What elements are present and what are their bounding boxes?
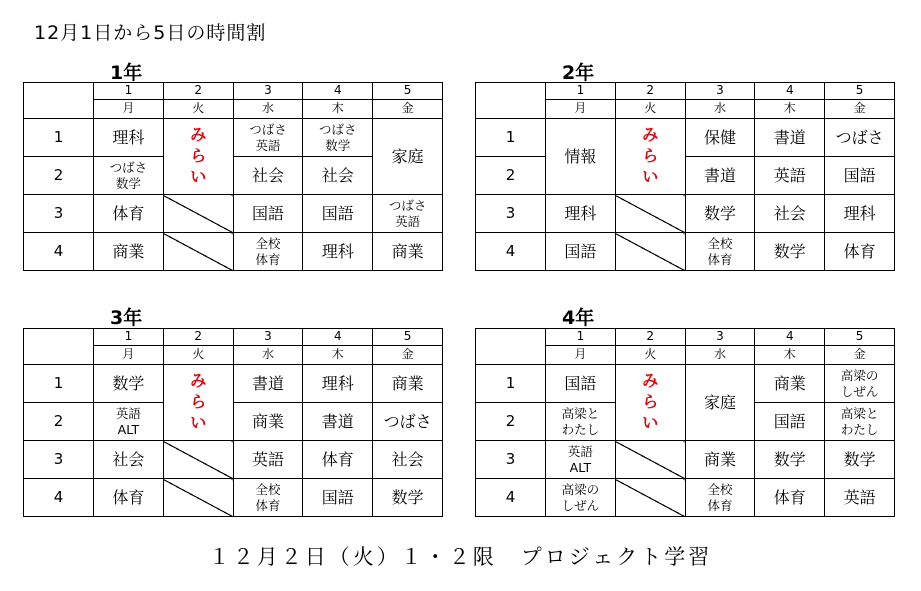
class-cell: 体育 bbox=[755, 479, 825, 517]
class-cell: 商業 bbox=[755, 365, 825, 403]
class-cell: 数学 bbox=[825, 441, 895, 479]
period-number: 2 bbox=[24, 157, 94, 195]
col-number: 5 bbox=[825, 329, 895, 346]
col-number: 2 bbox=[615, 329, 685, 346]
class-cell: 数学 bbox=[373, 479, 443, 517]
mirai-label: みらい bbox=[190, 371, 207, 432]
col-number: 3 bbox=[233, 83, 303, 100]
class-cell: 保健 bbox=[685, 119, 755, 157]
class-cell: 国語 bbox=[546, 233, 616, 271]
footer-note: １２月２日（火）１・２限 プロジェクト学習 bbox=[208, 545, 713, 569]
class-cell: 数学 bbox=[755, 233, 825, 271]
col-day: 火 bbox=[615, 100, 685, 119]
col-day: 月 bbox=[94, 100, 164, 119]
col-number: 5 bbox=[373, 329, 443, 346]
period-number: 4 bbox=[24, 233, 94, 271]
col-day: 月 bbox=[94, 346, 164, 365]
corner-cell bbox=[24, 83, 94, 119]
col-day: 月 bbox=[546, 346, 616, 365]
class-cell: 書道 bbox=[233, 365, 303, 403]
class-cell: 理科 bbox=[303, 365, 373, 403]
timetable-grade-2 bbox=[475, 82, 895, 271]
class-cell: つばさ 数学 bbox=[94, 157, 164, 195]
class-cell: 理科 bbox=[303, 233, 373, 271]
class-cell: 数学 bbox=[94, 365, 164, 403]
col-day: 金 bbox=[825, 346, 895, 365]
class-cell: 家庭 bbox=[373, 119, 443, 195]
class-cell: 社会 bbox=[755, 195, 825, 233]
class-cell: 理科 bbox=[825, 195, 895, 233]
corner-cell bbox=[24, 329, 94, 365]
col-day: 木 bbox=[303, 100, 373, 119]
period-number: 2 bbox=[476, 157, 546, 195]
period-number: 2 bbox=[476, 403, 546, 441]
class-cell: 商業 bbox=[373, 233, 443, 271]
col-day: 金 bbox=[825, 100, 895, 119]
class-cell: 英語 ALT bbox=[546, 441, 616, 479]
class-cell: つばさ 英語 bbox=[373, 195, 443, 233]
col-day: 金 bbox=[373, 346, 443, 365]
col-number: 1 bbox=[546, 83, 616, 100]
class-cell: 国語 bbox=[303, 195, 373, 233]
class-cell: 国語 bbox=[303, 479, 373, 517]
col-number: 5 bbox=[825, 83, 895, 100]
mirai-cell bbox=[163, 365, 233, 441]
class-cell: 国語 bbox=[233, 195, 303, 233]
period-number: 3 bbox=[476, 195, 546, 233]
class-cell: 全校 体育 bbox=[233, 479, 303, 517]
period-number: 1 bbox=[476, 119, 546, 157]
col-number: 3 bbox=[233, 329, 303, 346]
class-cell: 家庭 bbox=[685, 365, 755, 441]
class-cell: 商業 bbox=[373, 365, 443, 403]
col-day: 火 bbox=[163, 346, 233, 365]
class-cell: つばさ bbox=[825, 119, 895, 157]
class-cell: 社会 bbox=[303, 157, 373, 195]
class-cell: 書道 bbox=[685, 157, 755, 195]
mirai-label: みらい bbox=[190, 125, 207, 186]
class-cell: 情報 bbox=[546, 119, 616, 195]
period-number: 4 bbox=[24, 479, 94, 517]
grade-3-label: 3年 bbox=[110, 307, 143, 329]
class-cell: つばさ 数学 bbox=[303, 119, 373, 157]
col-day: 火 bbox=[163, 100, 233, 119]
mirai-cell bbox=[163, 119, 233, 195]
col-number: 4 bbox=[303, 329, 373, 346]
class-cell: 高梁の しぜん bbox=[825, 365, 895, 403]
grade-4-label: 4年 bbox=[562, 307, 595, 329]
corner-cell bbox=[476, 83, 546, 119]
period-number: 3 bbox=[476, 441, 546, 479]
class-cell: 理科 bbox=[94, 119, 164, 157]
col-day: 月 bbox=[546, 100, 616, 119]
class-cell: 英語 ALT bbox=[94, 403, 164, 441]
class-cell: 高梁と わたし bbox=[546, 403, 616, 441]
class-cell: 書道 bbox=[303, 403, 373, 441]
class-cell: 社会 bbox=[233, 157, 303, 195]
class-cell: 数学 bbox=[685, 195, 755, 233]
class-cell: 理科 bbox=[546, 195, 616, 233]
class-cell: 書道 bbox=[755, 119, 825, 157]
col-day: 木 bbox=[755, 100, 825, 119]
class-cell: 国語 bbox=[546, 365, 616, 403]
mirai-cell bbox=[615, 119, 685, 195]
col-day: 木 bbox=[755, 346, 825, 365]
col-number: 1 bbox=[94, 83, 164, 100]
col-day: 火 bbox=[615, 346, 685, 365]
period-number: 1 bbox=[476, 365, 546, 403]
class-cell: 体育 bbox=[94, 195, 164, 233]
class-cell: 全校 体育 bbox=[685, 233, 755, 271]
corner-cell bbox=[476, 329, 546, 365]
col-day: 水 bbox=[233, 346, 303, 365]
period-number: 1 bbox=[24, 119, 94, 157]
period-number: 1 bbox=[24, 365, 94, 403]
grade-1-label: 1年 bbox=[110, 62, 143, 84]
col-number: 4 bbox=[755, 329, 825, 346]
col-day: 水 bbox=[233, 100, 303, 119]
period-number: 4 bbox=[476, 479, 546, 517]
class-cell: つばさ bbox=[373, 403, 443, 441]
empty-slash-cell bbox=[615, 441, 685, 479]
col-number: 4 bbox=[303, 83, 373, 100]
class-cell: 数学 bbox=[755, 441, 825, 479]
class-cell: 商業 bbox=[94, 233, 164, 271]
mirai-label: みらい bbox=[642, 371, 659, 432]
class-cell: 英語 bbox=[755, 157, 825, 195]
timetable-grade-3 bbox=[23, 328, 443, 517]
class-cell: 商業 bbox=[685, 441, 755, 479]
class-cell: 国語 bbox=[825, 157, 895, 195]
class-cell: 体育 bbox=[303, 441, 373, 479]
period-number: 3 bbox=[24, 195, 94, 233]
col-number: 3 bbox=[685, 83, 755, 100]
col-number: 2 bbox=[615, 83, 685, 100]
col-number: 3 bbox=[685, 329, 755, 346]
class-cell: 体育 bbox=[825, 233, 895, 271]
col-day: 水 bbox=[685, 346, 755, 365]
col-number: 4 bbox=[755, 83, 825, 100]
page-title: 12月1日から5日の時間割 bbox=[34, 22, 267, 44]
class-cell: 英語 bbox=[233, 441, 303, 479]
class-cell: 英語 bbox=[825, 479, 895, 517]
empty-slash-cell bbox=[615, 195, 685, 233]
empty-slash-cell bbox=[163, 441, 233, 479]
class-cell: 全校 体育 bbox=[233, 233, 303, 271]
class-cell: 商業 bbox=[233, 403, 303, 441]
mirai-label: みらい bbox=[642, 125, 659, 186]
grade-2-label: 2年 bbox=[562, 62, 595, 84]
class-cell: 社会 bbox=[373, 441, 443, 479]
class-cell: 社会 bbox=[94, 441, 164, 479]
class-cell: 高梁の しぜん bbox=[546, 479, 616, 517]
class-cell: 国語 bbox=[755, 403, 825, 441]
col-number: 2 bbox=[163, 329, 233, 346]
empty-slash-cell bbox=[163, 479, 233, 517]
col-number: 5 bbox=[373, 83, 443, 100]
col-day: 水 bbox=[685, 100, 755, 119]
empty-slash-cell bbox=[615, 479, 685, 517]
period-number: 3 bbox=[24, 441, 94, 479]
empty-slash-cell bbox=[163, 195, 233, 233]
col-day: 金 bbox=[373, 100, 443, 119]
period-number: 2 bbox=[24, 403, 94, 441]
class-cell: つばさ 英語 bbox=[233, 119, 303, 157]
col-number: 2 bbox=[163, 83, 233, 100]
col-number: 1 bbox=[94, 329, 164, 346]
col-day: 木 bbox=[303, 346, 373, 365]
col-number: 1 bbox=[546, 329, 616, 346]
class-cell: 体育 bbox=[94, 479, 164, 517]
mirai-cell bbox=[615, 365, 685, 441]
timetable-grade-4 bbox=[475, 328, 895, 517]
class-cell: 全校 体育 bbox=[685, 479, 755, 517]
class-cell: 高梁と わたし bbox=[825, 403, 895, 441]
timetable-grade-1 bbox=[23, 82, 443, 271]
empty-slash-cell bbox=[615, 233, 685, 271]
empty-slash-cell bbox=[163, 233, 233, 271]
period-number: 4 bbox=[476, 233, 546, 271]
